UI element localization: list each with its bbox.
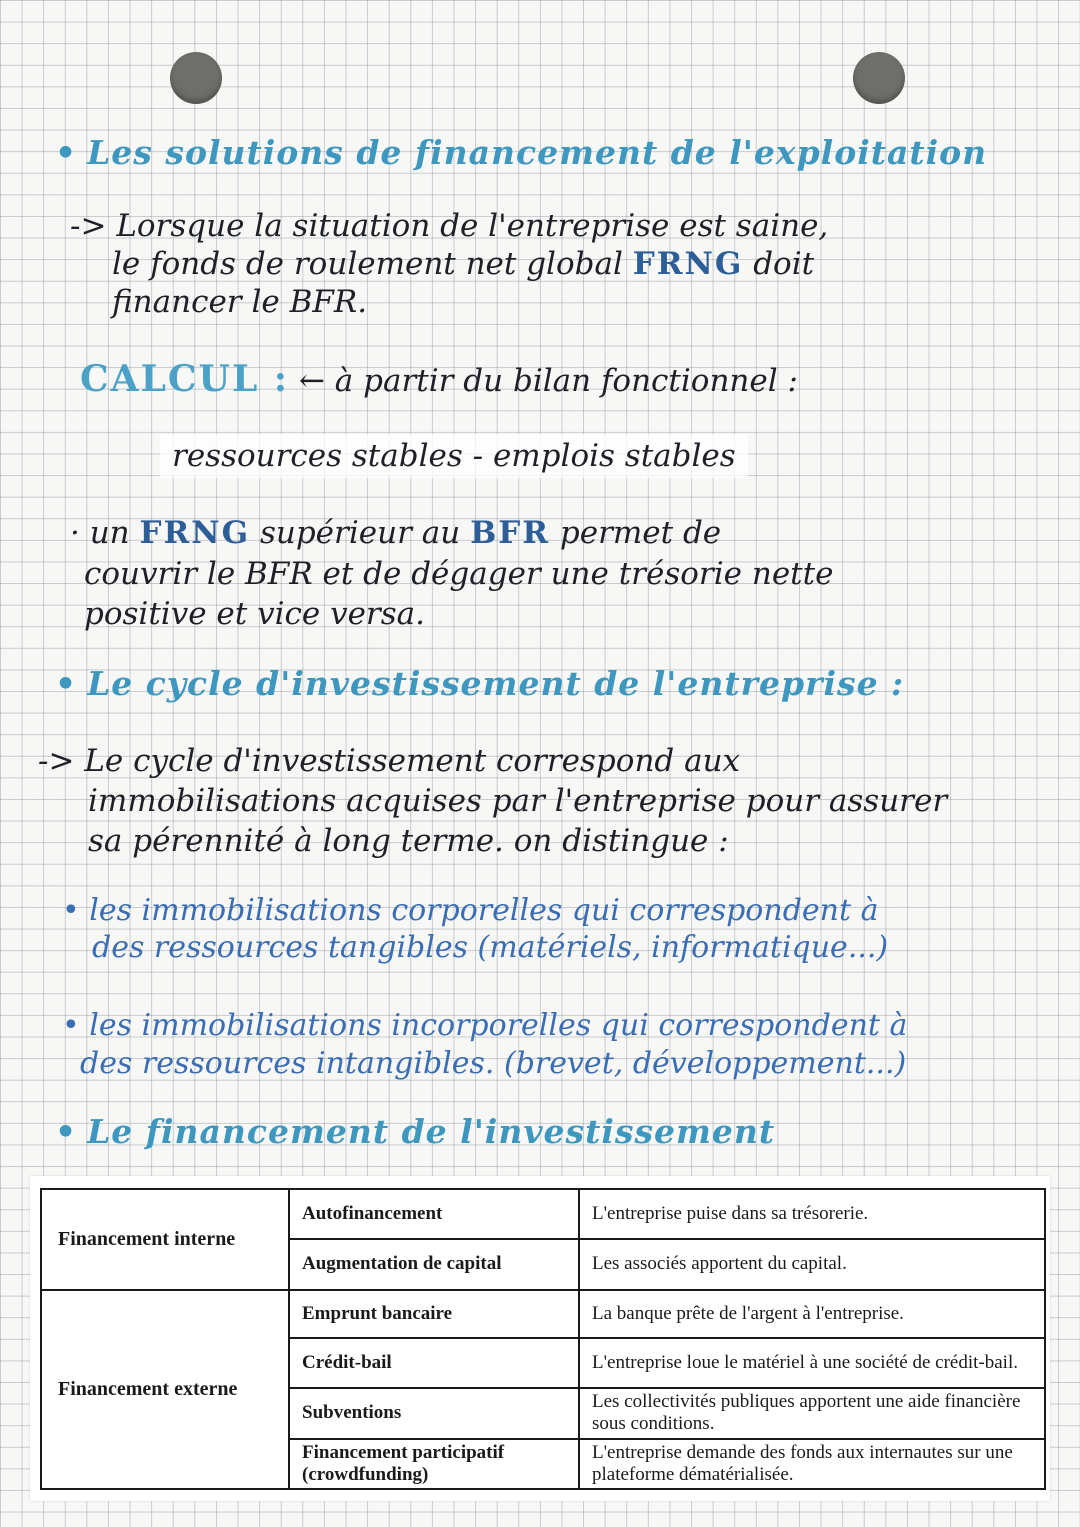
note-text: positive et vice versa. — [84, 596, 425, 632]
financing-table-sheet — [30, 1176, 1050, 1501]
paragraph-text: immobilisations acquises par l'entreprise pour assurer — [88, 783, 948, 819]
means-cell: Crédit-bail — [289, 1338, 579, 1388]
financing-table — [40, 1188, 1046, 1490]
note-text: un — [89, 515, 130, 551]
description-cell: L'entreprise puise dans sa trésorerie. — [579, 1189, 1045, 1239]
paragraph-line-2 — [112, 246, 814, 282]
description-cell: L'entreprise loue le matériel à une société de crédit-bail. — [579, 1338, 1045, 1388]
table-row — [41, 1189, 1045, 1239]
left-arrow-icon: ← — [298, 363, 325, 399]
frng-label: FRNG — [632, 246, 744, 282]
means-cell: Subventions — [289, 1388, 579, 1438]
paragraph-text: Le cycle d'investissement correspond aux — [84, 743, 741, 779]
bullet-corporelles-line-1 — [62, 893, 878, 928]
means-cell: Autofinancement — [289, 1189, 579, 1239]
bullet-incorporelles-line-1 — [62, 1008, 907, 1043]
paragraph-text: le fonds de roulement net global — [112, 246, 623, 282]
table-row — [41, 1290, 1045, 1338]
note-line-1 — [70, 515, 721, 551]
formula: ressources stables - emplois stables — [160, 434, 748, 478]
arrow-marker: -> — [70, 208, 107, 244]
note-line-2 — [84, 556, 833, 592]
group-internal: Financement interne — [41, 1189, 289, 1290]
description-cell: Les associés apportent du capital. — [579, 1239, 1045, 1289]
bullet-text: des ressources tangibles (matériels, informatique...) — [92, 930, 889, 965]
description-cell: La banque prête de l'argent à l'entreprise. — [579, 1290, 1045, 1338]
paragraph-text: Lorsque la situation de l'entreprise est saine, — [116, 208, 829, 244]
description-cell: L'entreprise demande des fonds aux internautes sur une plateforme dématérialisée. — [579, 1439, 1045, 1489]
paragraph-text: sa pérennité à long terme. on distingue : — [88, 823, 729, 859]
bullet-text: des ressources intangibles. (brevet, développement...) — [80, 1046, 907, 1081]
heading-text: Les solutions de financement de l'exploitation — [87, 133, 988, 172]
bullet-dot: • — [55, 664, 78, 703]
bfr-label: BFR — [470, 515, 551, 551]
note-text: supérieur au — [259, 515, 461, 551]
cycle-line-3 — [88, 823, 729, 859]
paragraph-line-1 — [70, 208, 828, 244]
means-cell: Financement participatif (crowdfunding) — [289, 1439, 579, 1489]
bullet-dot: • — [55, 1112, 78, 1151]
heading-investment-cycle — [55, 664, 904, 703]
means-cell: Augmentation de capital — [289, 1239, 579, 1289]
group-external: Financement externe — [41, 1290, 289, 1489]
note-text: couvrir le BFR et de dégager une trésorie nette — [84, 556, 834, 592]
note-text: permet de — [559, 515, 722, 551]
formula-line — [160, 438, 748, 474]
paragraph-text: doit — [753, 246, 815, 282]
frng-label: FRNG — [139, 515, 251, 551]
heading-text: Le cycle d'investissement de l'entreprise : — [87, 664, 905, 703]
bullet-text: les immobilisations corporelles qui correspondent à — [89, 893, 879, 928]
heading-investment-financing — [55, 1112, 775, 1151]
description-cell: Les collectivités publiques apportent une aide financière sous conditions. — [579, 1388, 1045, 1438]
calcul-line — [80, 358, 798, 400]
note-line-3 — [84, 596, 425, 632]
bullet-incorporelles-line-2 — [80, 1046, 906, 1081]
cycle-line-1 — [38, 743, 740, 779]
arrow-marker: -> — [38, 743, 75, 779]
heading-exploitation-financing — [55, 133, 987, 172]
cycle-line-2 — [88, 783, 947, 819]
bullet-dot: • — [62, 893, 80, 928]
bullet-dot: • — [55, 133, 78, 172]
bullet-dot: • — [62, 1008, 80, 1043]
bullet-text: les immobilisations incorporelles qui correspondent à — [89, 1008, 908, 1043]
bullet-corporelles-line-2 — [92, 930, 888, 965]
binder-hole-right — [853, 52, 905, 104]
paragraph-text: financer le BFR. — [112, 284, 368, 320]
bullet-dot: · — [70, 515, 80, 551]
means-cell: Emprunt bancaire — [289, 1290, 579, 1338]
paragraph-line-3 — [112, 284, 367, 320]
binder-hole-left — [170, 52, 222, 104]
calcul-label: CALCUL : — [80, 358, 290, 400]
calcul-text: à partir du bilan fonctionnel : — [334, 363, 798, 399]
heading-text: Le financement de l'investissement — [87, 1112, 776, 1151]
